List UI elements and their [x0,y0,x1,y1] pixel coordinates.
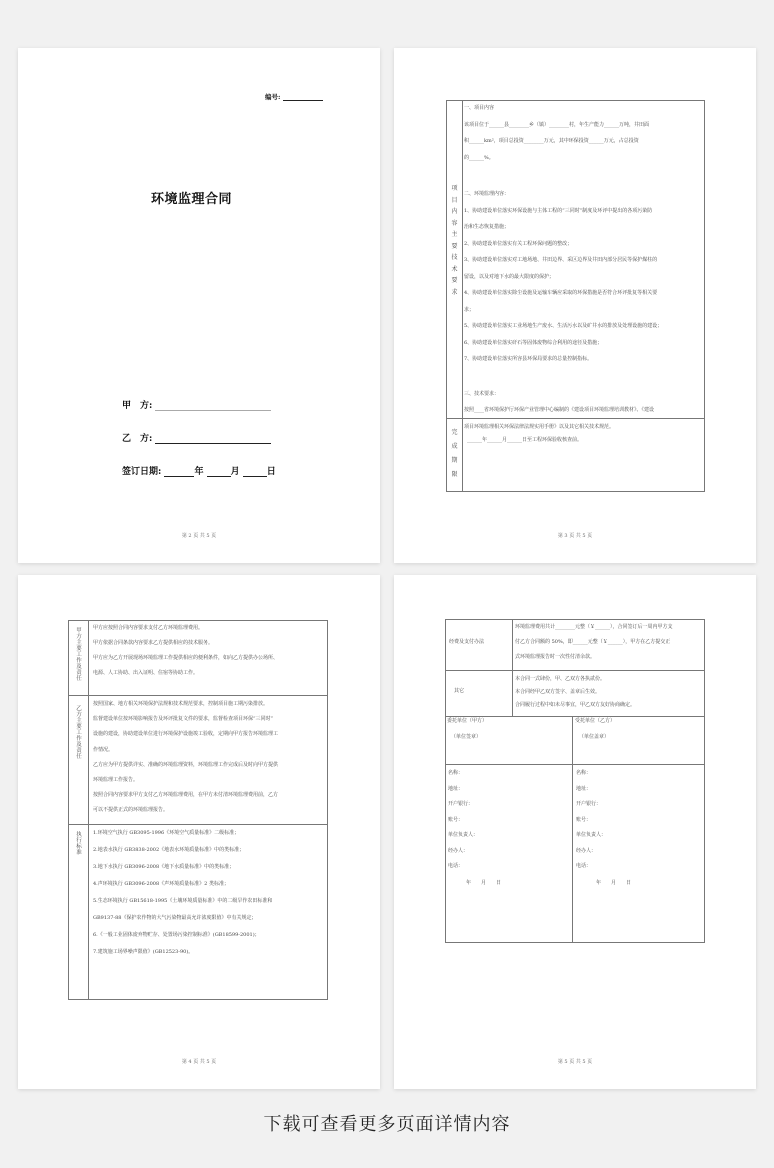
text-line: 式环境监理报告时一次性付清余款。 [515,654,596,660]
text-line: 治和生态恢复措施； [464,224,510,230]
text-line: 2、协助建设单位落实有关工程环保问题的整改； [464,240,573,247]
party-b-row [122,431,271,444]
text-line: 可以不提供正式的环境监理报告。 [93,807,169,814]
party-b-blank [155,434,271,444]
complete-period-text: ______年______月______日至工程环保验收核查前。 [467,437,583,443]
text-line: 设施的建设，协助建设单位进行环境保护设施竣工验收，定期向甲方报告环境监理工 [93,731,279,738]
text-line: 二、环境监理内容： [464,191,510,197]
text-line: 按照合同内容要求甲方支付乙方环境监理费用，在甲方未付清环境监理费用前，乙方 [93,792,279,799]
text-line: 一、项目内容 [464,105,495,111]
side-char: 术 [451,265,458,273]
party-a-blank [155,401,271,411]
side-label-standards: 执行标准 [75,831,81,855]
text-line: 开户银行： [576,801,602,807]
text-line: 作情况。 [93,746,114,753]
text-line: 付乙方合同额的 50%，即______元整（￥______），甲方在乙方提交正 [515,639,671,645]
contractor-date: 年 月 日 [596,880,632,886]
page-footer: 第 4 页 共 5 页 [181,1059,217,1065]
text-line: 本合同一式肆份，甲、乙双方各执贰份。 [515,676,606,682]
text-line: 账号： [576,816,592,823]
side-char: 要 [451,242,458,250]
text-line: 3.地下水执行 GB3096-2008《地下水质量标准》中的类标准； [93,864,235,870]
responsibilities-page [18,575,380,1089]
text-line: 的______%。 [464,154,494,161]
side-char: 内 [451,208,458,215]
document-title: 环境监理合同 [151,192,233,207]
party-a-row [122,398,271,411]
side-char: 主 [451,231,458,238]
text-line: 甲方依据合同条款内容要求乙方提供相应的技术服务。 [93,640,214,646]
client-label: 委托单位（甲方） [447,718,488,724]
text-line: 电话： [576,863,592,869]
text-line: 按照____省环境保护厅环保产业管理中心编制的《建设项目环境监理培训教材》、《建设 [464,407,655,413]
client-date: 年 月 日 [466,880,502,886]
text-line: 单位负责人： [448,832,479,838]
text-line: 甲方应为乙方开展现场环境监理工作提供相应的便利条件，如向乙方提供办公场所、 [93,655,279,661]
side-char: 限 [451,471,458,478]
contract-number-blank [283,94,323,101]
fee-label: 经费及支付办法 [449,639,485,645]
text-line: 1.环境空气执行 GB3095-1996《环境空气质量标准》二级标准； [93,830,240,836]
text-line: 7.建筑施工场界噪声限值》(GB12523-90)。 [93,949,194,955]
other-label: 其它 [454,688,465,694]
contractor-seal: （单位盖章） [579,734,610,740]
text-line: 5、协助建设单位落实工业场地生产废水、生活污水以及矿井水的排放及处理设施的建设； [464,323,663,329]
text-line: 留设，以及对地下水的最大限度的保护； [464,273,555,280]
party-a-label: 甲 方: [122,401,153,411]
side-char: 容 [451,219,458,227]
text-line: 4、协助建设单位落实除尘设施及运输车辆应采取的环保措施是否符合环评批复等相关要 [464,290,658,296]
text-line: 7、协助建设单位落实所容县环保局要求的总量控制指标。 [464,356,593,362]
text-line: 甲方应按照合同内容要求支付乙方环境监理费用。 [93,625,204,631]
text-line: 环境监理工作报告。 [93,777,139,783]
text-line: 监督建设单位按环境影响报告及环评批复文件的要求，监督检查项目环保“三同时” [93,716,274,723]
text-line: 地址： [448,785,464,792]
side-label-party-a: 甲方主要工作及责任 [75,627,81,681]
text-line: 单位负责人： [576,832,607,838]
page-footer: 第 5 页 共 5 页 [557,1059,593,1065]
text-line: 5.生态环境执行 GB15618-1995《土壤环境质量标准》中的二级旱作农田标准和 [93,898,273,904]
text-line: 6.《一般工业固体废弃物贮存、处置场污染控制标准》(GB18599-2001)； [93,932,260,938]
contract-number [265,92,323,101]
text-line: 2.地表水执行 GB3838-2002《地表水环境质量标准》中的类标准； [93,847,245,853]
text-line: 电源、人工协助、出入证明、住宿等协助工作。 [93,670,199,676]
contract-cover-page [18,48,380,563]
side-char: 目 [451,196,458,204]
text-line: 按照国家、地方相关环境保护法规和技术规范要求，控制项目施工期污染排放。 [93,701,269,707]
project-content-table [446,100,705,492]
text-line: 开户银行： [448,801,474,807]
payment-signature-table [445,619,705,943]
download-caption: 下载可查看更多页面详情内容 [263,1114,511,1135]
text-line: 环境监理费用共计________元整（￥______），合同签订后一周内甲方支 [515,624,673,630]
text-line: 电话： [448,863,464,869]
text-line: 求； [464,306,475,313]
side-char: 求 [451,288,458,296]
contract-number-label: 编号: [265,93,281,101]
text-line: GB9137-88《保护农作物的大气污染物最高允许浓度限值》中有关规定； [93,915,257,921]
text-line: 1、协助建设单位落实环保设施与主体工程的“三同时”制度及环评中提出的各项污染防 [464,207,653,214]
client-seal: （单位签章） [451,734,482,740]
responsibilities-table [68,620,328,1000]
party-b-label: 乙 方: [122,434,153,444]
text-line: 地址： [576,785,592,792]
text-line: 经办人： [576,847,597,854]
sign-date-row: 签订日期: 年 月 日 [122,467,276,477]
text-line: 合同履行过程中如未尽事宜，甲乙双方友好协商确定。 [515,702,636,708]
side-char: 技 [451,254,458,261]
payment-signature-page [394,575,756,1089]
text-line: 4.声环境执行 GB3096-2008《声环境质量标准》2 类标准； [93,881,229,887]
text-line: 乙方应为甲方提供详实、准确的环境监理资料，环境监理工作完成后及时向甲方提供 [93,761,279,768]
page-footer: 第 2 页 共 5 页 [181,533,217,539]
text-line: 名称： [448,770,464,776]
text-line: 本合同经甲乙双方签字、盖章后生效。 [515,689,601,695]
contractor-label: 受托单位（乙方） [575,718,616,724]
side-char: 项 [451,185,458,192]
text-line: 6、协助建设单位落实矸石等固体废物综合利用的途径及措施； [464,339,603,346]
text-line: 名称： [576,770,592,776]
text-line: 积______km²，项目总投资________万元，其中环保投资______万元，占总投资 [464,138,639,144]
text-line: 账号： [448,816,464,823]
side-char: 期 [451,457,458,464]
text-line: 经办人： [448,847,469,854]
side-char: 要 [451,277,458,284]
page-footer: 第 3 页 共 5 页 [557,533,593,539]
side-char: 完 [451,429,458,436]
text-line: 3、协助建设单位落实对工地场地、井田边界、采区边界及井田内部分居民等保护煤柱的 [464,257,658,263]
text-line: 该项目位于______县________乡（镇）________村，年生产能力______万吨，井田面 [464,121,650,128]
text-line: 三、技术要求： [464,390,500,397]
sign-date-label: 签订日期: [122,467,162,477]
project-content-page [394,48,756,563]
text-line: 项目环境监理相关环保法律法规实用手册》以及其它相关技术规范。 [464,423,615,430]
side-char: 成 [451,443,458,450]
side-label-party-b: 乙方主要工作及责任 [75,705,81,759]
